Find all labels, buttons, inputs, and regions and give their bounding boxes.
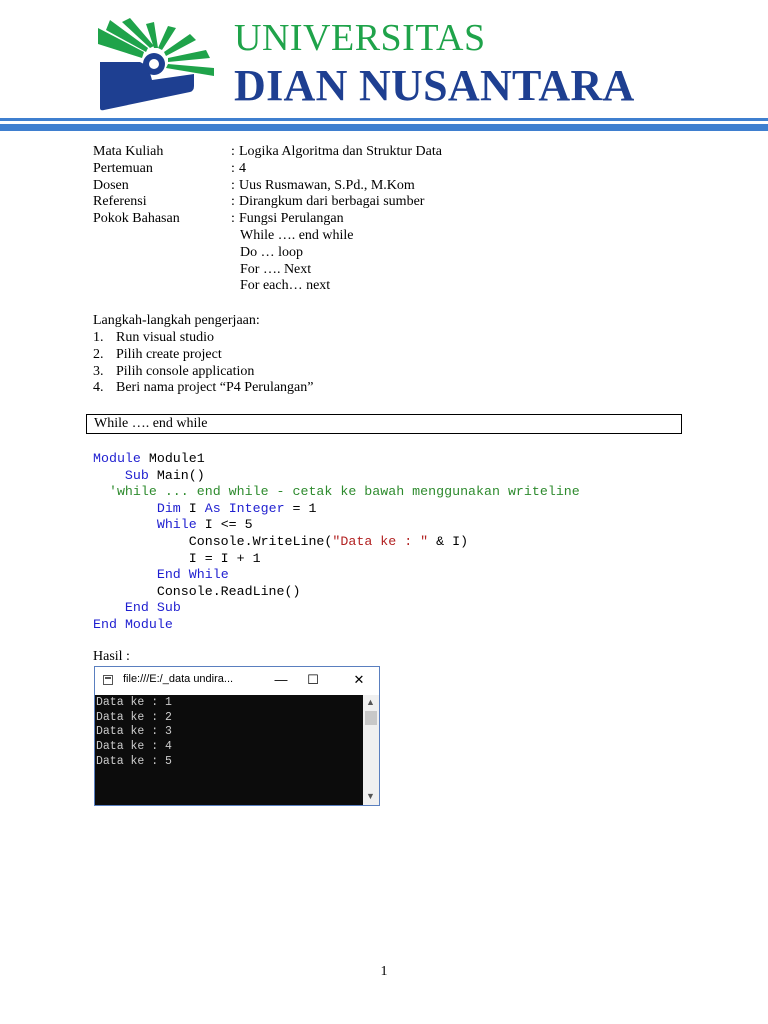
code-line bbox=[93, 534, 580, 551]
step-item bbox=[93, 347, 313, 364]
info-label: Mata Kuliah bbox=[93, 144, 164, 159]
code-text: Console.ReadLine() bbox=[156, 583, 301, 599]
step-number: 4. bbox=[93, 380, 104, 396]
code-text: I <= 5 bbox=[196, 517, 253, 533]
step-text: Pilih create project bbox=[116, 346, 222, 362]
code-line bbox=[93, 501, 580, 518]
console-title: file:///E:/_data undira... bbox=[123, 673, 234, 685]
code-line bbox=[93, 551, 580, 568]
console-app-icon bbox=[103, 675, 113, 685]
code-keyword: Dim bbox=[156, 500, 181, 516]
code-text bbox=[221, 501, 229, 516]
step-text: Pilih console application bbox=[116, 363, 255, 379]
info-row bbox=[93, 144, 442, 161]
scroll-up-icon[interactable]: ▲ bbox=[366, 697, 375, 707]
code-keyword: End bbox=[93, 616, 117, 632]
info-row bbox=[93, 194, 442, 211]
info-colon: : bbox=[231, 177, 235, 193]
info-row bbox=[93, 161, 442, 178]
code-text: = 1 bbox=[284, 500, 317, 516]
step-item bbox=[93, 330, 313, 347]
scroll-thumb[interactable] bbox=[365, 711, 377, 725]
code-keyword: Sub bbox=[156, 600, 181, 616]
university-name-line1: UNIVERSITAS bbox=[234, 17, 486, 59]
code-keyword: Integer bbox=[228, 500, 285, 516]
info-label: Referensi bbox=[93, 194, 147, 210]
console-output bbox=[95, 695, 363, 805]
info-value: Fungsi Perulangan bbox=[239, 211, 344, 227]
code-comment: 'while ... end while - cetak ke bawah menggunakan writeline bbox=[108, 484, 580, 500]
console-line: Data ke : 3 bbox=[96, 725, 172, 739]
close-icon[interactable]: ✕ bbox=[353, 672, 365, 687]
info-row bbox=[93, 178, 442, 195]
info-value: 4 bbox=[239, 160, 246, 176]
code-text: Console.WriteLine( bbox=[188, 533, 333, 549]
topic-item: For …. Next bbox=[240, 261, 312, 277]
page-number: 1 bbox=[380, 964, 388, 979]
topic-item: While …. end while bbox=[240, 227, 354, 243]
info-colon: : bbox=[231, 160, 235, 176]
step-number: 2. bbox=[93, 346, 104, 362]
topic-item: For each… next bbox=[240, 278, 331, 294]
topic-list bbox=[93, 228, 442, 295]
code-line bbox=[93, 600, 580, 617]
code-keyword: Module bbox=[93, 451, 141, 466]
info-row bbox=[93, 211, 442, 228]
step-item bbox=[93, 380, 313, 397]
step-number: 3. bbox=[93, 363, 104, 379]
code-text: & I) bbox=[428, 533, 469, 549]
info-value: Uus Rusmawan, S.Pd., M.Kom bbox=[239, 177, 415, 193]
info-value: Dirangkum dari berbagai sumber bbox=[239, 194, 425, 210]
code-line bbox=[93, 517, 580, 534]
minimize-icon[interactable]: — bbox=[274, 672, 288, 687]
code-string: "Data ke : " bbox=[332, 533, 429, 549]
console-line: Data ke : 4 bbox=[96, 740, 172, 754]
info-colon: : bbox=[231, 211, 235, 227]
steps-list bbox=[93, 330, 313, 397]
header-rule-thin bbox=[0, 118, 768, 121]
maximize-icon[interactable]: ☐ bbox=[307, 672, 319, 687]
university-logo bbox=[96, 18, 220, 112]
code-line bbox=[93, 584, 580, 601]
code-listing bbox=[93, 451, 580, 634]
code-keyword: End bbox=[156, 567, 181, 583]
steps-title: Langkah-langkah pengerjaan: bbox=[93, 313, 260, 328]
code-line bbox=[93, 451, 580, 468]
code-text: Module1 bbox=[140, 451, 205, 466]
step-number: 1. bbox=[93, 330, 104, 345]
university-name-line2: DIAN NUSANTARA bbox=[234, 61, 635, 110]
code-keyword: Module bbox=[124, 616, 173, 632]
code-line bbox=[93, 468, 580, 485]
code-text: I bbox=[180, 500, 205, 516]
info-colon: : bbox=[231, 144, 235, 159]
code-line bbox=[93, 567, 580, 584]
info-value: Logika Algoritma dan Struktur Data bbox=[239, 144, 442, 159]
code-keyword: While bbox=[188, 567, 229, 583]
console-titlebar[interactable] bbox=[95, 667, 379, 695]
console-window bbox=[94, 666, 380, 806]
scroll-down-icon[interactable]: ▼ bbox=[366, 791, 375, 801]
code-line bbox=[93, 484, 580, 501]
code-keyword: End bbox=[124, 600, 149, 616]
code-text: I = I + 1 bbox=[188, 550, 261, 566]
step-text: Beri nama project “P4 Perulangan” bbox=[116, 380, 314, 396]
info-label: Pertemuan bbox=[93, 160, 153, 176]
step-item bbox=[93, 364, 313, 381]
code-keyword: While bbox=[156, 517, 197, 533]
header-rule-thick bbox=[0, 124, 768, 131]
info-label: Pokok Bahasan bbox=[93, 211, 180, 227]
console-line: Data ke : 5 bbox=[96, 754, 172, 768]
code-keyword: As bbox=[204, 500, 221, 516]
console-scrollbar[interactable] bbox=[363, 695, 379, 805]
info-label: Dosen bbox=[93, 177, 129, 193]
topic-item: Do … loop bbox=[240, 244, 303, 260]
section-heading: While …. end while bbox=[86, 414, 682, 434]
info-colon: : bbox=[231, 194, 235, 210]
step-text: Run visual studio bbox=[116, 330, 215, 345]
course-info bbox=[93, 144, 442, 295]
console-line: Data ke : 2 bbox=[96, 710, 172, 724]
code-keyword: Sub bbox=[124, 467, 149, 483]
code-text: Main() bbox=[148, 467, 205, 483]
code-line bbox=[93, 617, 580, 634]
console-line: Data ke : 1 bbox=[96, 696, 172, 709]
result-label: Hasil : bbox=[93, 649, 130, 664]
